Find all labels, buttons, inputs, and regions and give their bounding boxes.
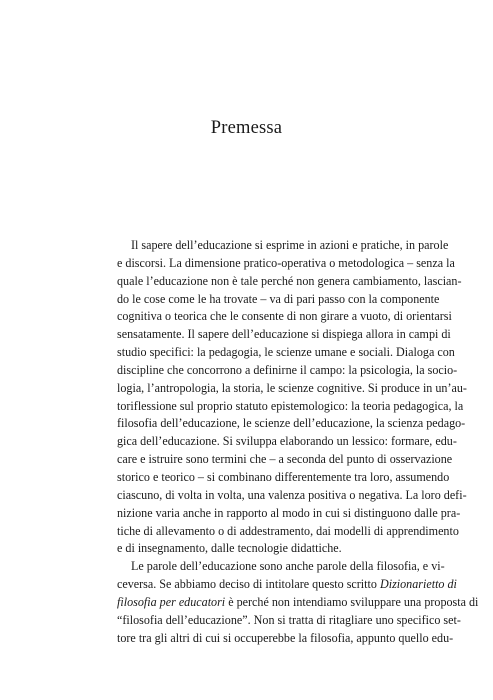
text-line: e di insegnamento, dalle tecnologie didattiche. (117, 541, 342, 556)
text-segment: ceversa. Se abbiamo deciso di intitolare questo scritto (117, 577, 380, 592)
book-title-italic: Dizionarietto di (379, 577, 457, 592)
text-line: Il sapere dell’educazione si esprime in azioni e pratiche, in parole (131, 238, 449, 252)
body-text (103, 237, 479, 647)
text-line: sensatamente. Il sapere dell’educazione si dispiega allora in campi di (117, 327, 451, 342)
text-line-with-title (103, 594, 479, 612)
page-title: Premessa (210, 118, 283, 138)
text-line: Le parole dell’educazione sono anche parole della filosofia, e vi- (131, 559, 445, 574)
text-line: tiche di allevamento o di addestramento, dai modelli di apprendimento (117, 523, 459, 538)
text-line: e discorsi. La dimensione pratico-operativa o metodologica – senza la (117, 255, 455, 270)
text-line: logia, l’antropologia, la storia, le scienze cognitive. Si produce in un’au- (117, 380, 467, 395)
text-line: care e istruire sono termini che – a seconda del punto di osservazione (117, 452, 453, 467)
paragraph-1 (103, 237, 467, 558)
text-line: nizione varia anche in rapporto al modo in cui si distinguono dalle pra- (117, 505, 461, 520)
text-line: cognitiva o teorica che le consente di non girare a vuoto, di orientarsi (117, 309, 452, 324)
text-line: quale l’educazione non è tale perché non genera cambiamento, lascian- (117, 273, 462, 288)
text-segment: è perché non intendiamo sviluppare una proposta di (225, 594, 479, 609)
text-line: storico e teorico – si combinano differentemente tra loro, assumendo (117, 469, 450, 484)
text-line: do le cose come le ha trovate – va di pari passo con la componente (117, 291, 440, 306)
text-line: toriflessione sul proprio statuto epistemologico: la teoria pedagogica, la (117, 398, 464, 413)
text-line: “filosofia dell’educazione”. Non si tratta di ritagliare uno specifico set- (117, 612, 461, 627)
book-title-italic: filosofia per educatori (117, 594, 226, 609)
text-line-with-title (103, 576, 457, 594)
text-line: tore tra gli altri di cui si occuperebbe la filosofia, appunto quello edu- (117, 630, 454, 645)
text-line: ciascuno, di volta in volta, una valenza positiva o negativa. La loro defi- (117, 487, 467, 502)
text-line: studio specifici: la pedagogia, le scienze umane e sociali. Dialoga con (117, 345, 455, 360)
paragraph-2 (103, 558, 479, 647)
text-line: discipline che concorrono a definirne il campo: la psicologia, la socio- (117, 362, 458, 377)
text-line: filosofia dell’educazione, le scienze dell’educazione, la scienza pedago- (117, 416, 466, 431)
text-line: gica dell’educazione. Si sviluppa elaborando un lessico: formare, edu- (117, 434, 457, 449)
